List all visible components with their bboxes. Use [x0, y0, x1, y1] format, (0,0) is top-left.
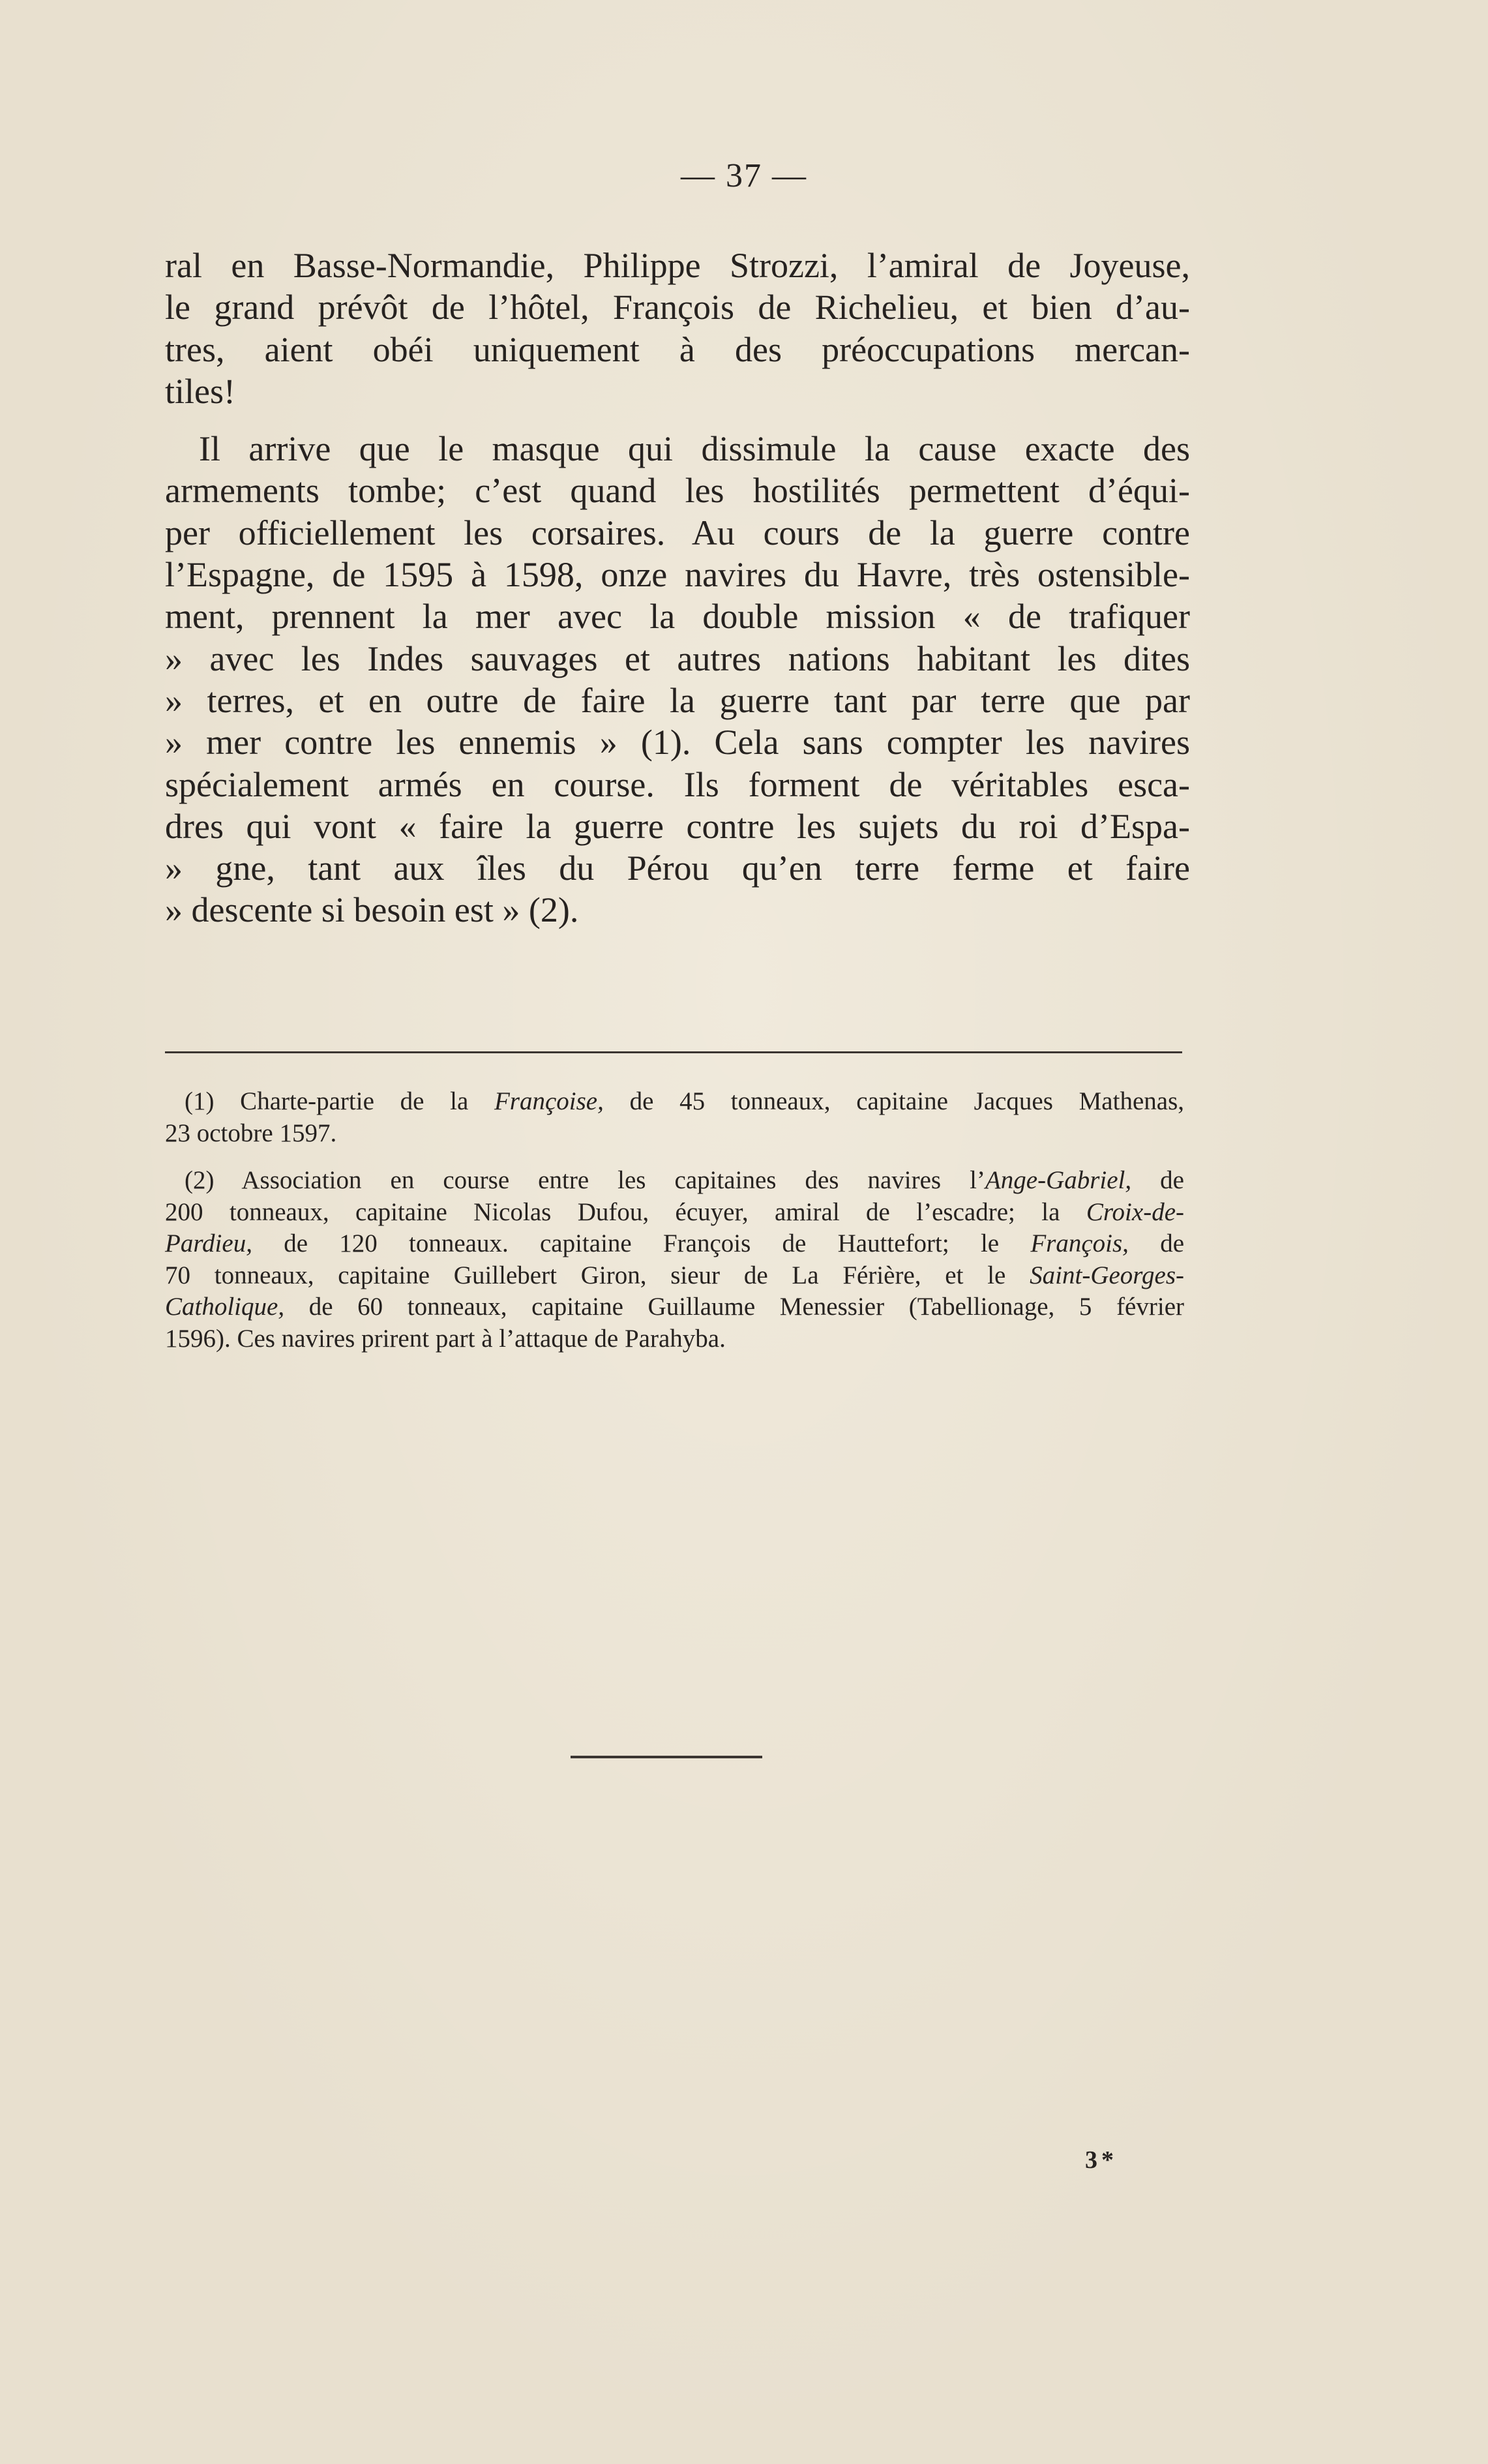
text-line: » gne, tant aux îles du Pérou qu’en terre ferme et faire	[165, 849, 1190, 888]
text-line: le grand prévôt de l’hôtel, François de Richelieu, et bien d’au-	[165, 288, 1190, 327]
ship-name: Croix-de-	[1086, 1197, 1184, 1226]
footnote-separator	[165, 1051, 1182, 1053]
ship-name: Pardieu,	[165, 1229, 252, 1257]
footnote-1	[165, 1086, 1184, 1149]
ship-name: Saint-Georges-	[1030, 1261, 1184, 1289]
text-line: l’Espagne, de 1595 à 1598, onze navires du Havre, très ostensible-	[165, 555, 1190, 595]
text-line: Il arrive que le masque qui dissimule la cause exacte des	[199, 429, 1190, 469]
text-line: dres qui vont « faire la guerre contre les sujets du roi d’Espa-	[165, 806, 1190, 846]
text-line: spécialement armés en course. Ils forment de véritables esca-	[165, 764, 1190, 804]
footnote-text: de	[1128, 1229, 1184, 1257]
page-number: — 37 —	[681, 157, 807, 194]
footnote-line	[165, 1260, 1184, 1292]
footnote-text: 200 tonneaux, capitaine Nicolas Dufou, écuyer, amiral de l’escadre; la	[165, 1197, 1086, 1226]
footnote-text: de	[1131, 1166, 1184, 1194]
paragraph-1	[165, 245, 1190, 412]
footnote-2	[165, 1165, 1184, 1355]
footnote-line	[165, 1228, 1184, 1260]
footnotes	[165, 1086, 1184, 1355]
footnote-line	[165, 1165, 1184, 1197]
footnote-text: (2) Association en course entre les capitaines des navires l’	[185, 1166, 985, 1194]
main-text	[165, 245, 1190, 931]
ship-name: François,	[1030, 1229, 1129, 1257]
footnote-line	[165, 1197, 1184, 1229]
text-line: ment, prennent la mer avec la double mission « de trafiquer	[165, 597, 1190, 637]
ship-name: Ange-Gabriel,	[985, 1166, 1132, 1194]
ship-name: Françoise,	[494, 1087, 604, 1115]
footnote-line: 1596). Ces navires prirent part à l’attaque de Parahyba.	[165, 1324, 726, 1353]
text-line: armements tombe; c’est quand les hostilités permettent d’équi-	[165, 471, 1190, 511]
footnote-line: 23 octobre 1597.	[165, 1119, 337, 1147]
text-line: tiles!	[165, 371, 235, 411]
paragraph-2	[165, 428, 1190, 931]
footnote-text: de 120 tonneaux. capitaine François de Hauttefort; le	[252, 1229, 1031, 1257]
footnote-line	[165, 1086, 1184, 1118]
text-line: » descente si besoin est » (2).	[165, 890, 579, 930]
text-line: tres, aient obéi uniquement à des préoccupations mercan-	[165, 329, 1190, 369]
footnote-text: de 60 tonneaux, capitaine Guillaume Menessier (Tabellionage, 5 février	[284, 1293, 1184, 1321]
footnote-text: (1) Charte-partie de la	[185, 1087, 494, 1115]
text-line: » avec les Indes sauvages et autres nations habitant les dites	[165, 639, 1190, 678]
footnote-line	[165, 1291, 1184, 1323]
end-rule	[571, 1756, 762, 1758]
footnote-text: 70 tonneaux, capitaine Guillebert Giron, sieur de La Férière, et le	[165, 1261, 1030, 1289]
text-line: » mer contre les ennemis » (1). Cela sans compter les navires	[165, 723, 1190, 762]
text-line: per officiellement les corsaires. Au cours de la guerre contre	[165, 513, 1190, 552]
text-line: ral en Basse-Normandie, Philippe Strozzi, l’amiral de Joyeuse,	[165, 246, 1190, 285]
text-line: » terres, et en outre de faire la guerre tant par terre que par	[165, 680, 1190, 720]
footnote-text: de 45 tonneaux, capitaine Jacques Mathenas,	[603, 1087, 1184, 1115]
signature-mark: 3*	[1085, 2146, 1118, 2174]
ship-name: Catholique,	[165, 1293, 285, 1321]
